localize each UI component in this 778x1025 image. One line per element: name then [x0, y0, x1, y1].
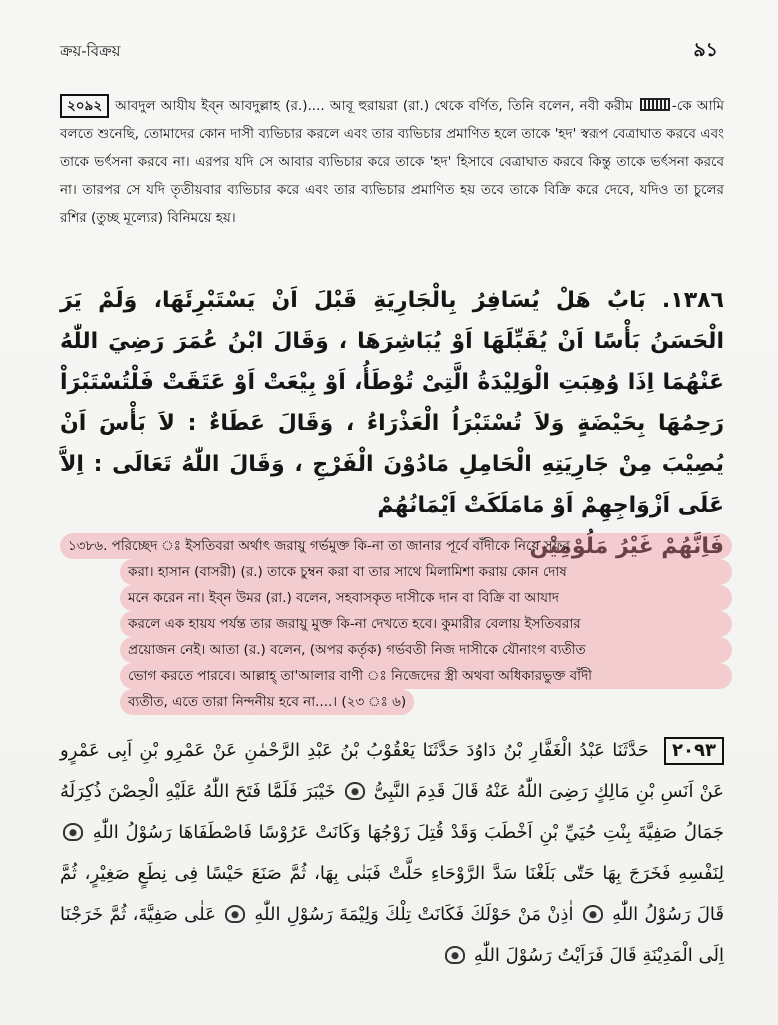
hadith-2093 — [60, 730, 724, 976]
hadith-text-part: خَيْبَرَ فَلَمَّا فَتَحَ اللّٰهُ عَلَيْهِ الْحِصْنَ ذُكِرَلَهُ جَمَالُ صَفِيَّةَ بِنْتِ حُيَيِّ بْنِ اَخْطَبَ وَقَدْ قُتِلَ زَوْجُهَا وَكَانَتْ عَرُوْسًا فَاصْطَفَاهَا رَسُوْلُ اللّٰهِ — [60, 781, 724, 843]
bab-arabic-text — [60, 280, 724, 567]
translation-line: ভোগ করতে পারবে। আল্লাহ্ তা'আলার বাণী ঃ নিজেদের স্ত্রী অথবা অধিকারভুক্ত বাঁদী — [120, 663, 732, 689]
bab-arabic-body: بَابٌ هَلْ يُسَافِرُ بِالْجَارِيَةِ قَبْلَ اَنْ يَسْتَبْرِئَهَا، وَلَمْ يَرَ الْحَسَنُ بَأْسًا اَنْ يُقَبِّلَهَا اَوْ يُبَاشِرَهَا ، وَقَالَ ابْنُ عُمَرَ رَضِيَ اللّٰهُ عَنْهُمَا اِذَا وُهِبَتِ الْوَلِيْدَةُ الَّتِىْ تُوْطَأُ، اَوْ بِيْعَتْ اَوْ عَتَقَتْ فَلْتُسْتَبْرَاْ رَحِمُهَا بِحَيْضَةٍ وَلاَ تُسْتَبْرَاُ الْعَذْرَاءُ ، وَقَالَ عَطَاءٌ : لاَ بَأْسَ اَنْ يُصِيْبَ مِنْ جَارِيَتِهِ الْحَامِلِ مَادُوْنَ الْفَرْجِ ، وَقَالَ اللّٰهُ تَعَالَى : اِلاَّ عَلَى اَزْوَاجِهِمْ اَوْ مَامَلَكَتْ اَيْمَانُهُمْ — [60, 288, 724, 518]
hadith-text-part: لِنَفْسِهِ فَخَرَجَ بِهَا حَتّٰى بَلَغْنَا سَدَّ الرَّوْحَاءِ حَلَّتْ فَبَنٰى بِهَا، ثُمَّ صَنَعَ حَيْسًا فِى نِطَعٍ صَغِيْرٍ، ثُمَّ قَالَ رَسُوْلُ اللّٰهِ — [60, 863, 724, 925]
chapter-title: ক্রয়-বিক্রয় — [60, 41, 121, 60]
bab-number: ١٣٨٦. — [661, 288, 724, 313]
salawat-icon — [583, 905, 603, 923]
hadith-text-part: عَلٰى صَفِيَّةَ، ثُمَّ خَرَجْنَا اِلَى الْمَدِيْنَةِ قَالَ فَرَاَيْتُ رَسُوْلَ اللّٰهِ — [60, 904, 724, 966]
translation-line: করলে এক হায়য পর্যন্ত তার জরায়ু মুক্ত কি-না দেখতে হবে। কুমারীর বেলায় ইসতিবরার — [120, 611, 732, 637]
hadith-number: ২০৯২ — [60, 94, 109, 118]
bab-arabic-last-line: فَاِنَّهُمْ غَيْرُ مَلُوْمِيْنَ — [529, 534, 724, 559]
bab-bangla-translation — [60, 533, 732, 715]
translation-line: করা। হাসান (বাসরী) (র.) তাকে চুম্বন করা বা তার সাথে মিলামিশা করায় কোন দোষ — [120, 559, 732, 585]
salawat-icon — [63, 823, 83, 841]
salawat-icon — [345, 782, 365, 800]
hadith-text-part: আবদুল আযীয ইব্‌ন আবদুল্লাহ (র.).... আবূ হুরায়রা (রা.) থেকে বর্ণিত, তিনি বলেন, নবী করীম — [115, 98, 633, 114]
salawat-icon — [640, 98, 670, 111]
hadith-text-part: اٰذِنْ مَنْ حَوْلَكَ فَكَانَتْ تِلْكَ وَلِيْمَةَ رَسُوْلِ اللّٰهِ — [254, 904, 574, 925]
hadith-text-part: حَدَّثَنَا عَبْدُ الْغَفَّارِ بْنُ دَاوُدَ حَدَّثَنَا يَعْقُوْبُ بْنُ عَبْدِ الرَّحْمٰنِ عَنْ عَمْرِو بْنِ اَبِى عَمْرٍو عَنْ اَنَسِ بْنِ مَالِكٍ رَضِىَ اللّٰهُ عَنْهُ قَالَ قَدِمَ النَّبِىُّ — [60, 740, 724, 802]
translation-line: মনে করেন না। ইব্‌ন উমর (রা.) বলেন, সহবাসকৃত দাসীকে দান বা বিক্রি বা আযাদ — [120, 585, 732, 611]
page-number: ৯১ — [693, 39, 718, 61]
page-header — [60, 36, 718, 68]
hadith-number: ٢٠٩٣ — [664, 737, 724, 765]
translation-line: ১৩৮৬. পরিচ্ছেদ ঃ ইসতিবরা অর্থাৎ জরায়ু গর্ভমুক্ত কি-না তা জানার পূর্বে বাঁদীকে নিয়ে সফর — [60, 533, 732, 559]
salawat-icon — [445, 946, 465, 964]
translation-line: ব্যতীত, এতে তারা নিন্দনীয় হবে না....। (২৩ ঃ ৬) — [120, 689, 414, 715]
translation-line: প্রয়োজন নেই। আতা (র.) বলেন, (অপর কর্তৃক) গর্ভবতী নিজ দাসীকে যৌনাংগ ব্যতীত — [120, 637, 732, 663]
hadith-2092 — [60, 92, 724, 232]
salawat-icon — [225, 905, 245, 923]
hadith-text-part: -কে আমি বলতে শুনেছি, তোমাদের কোন দাসী ব্যভিচার করলে এবং তার ব্যভিচার প্রমাণিত হলে তাকে 'হদ' স্বরূপ বেত্রাঘাত করবে এবং তাকে ভর্ৎসনা করবে না। এরপর যদি সে আবার ব্যভিচার করে তাকে 'হদ' হিসাবে বেত্রাঘাত করবে কিন্তু তাকে ভর্ৎসনা করবে না। তারপর সে যদি তৃতীয়বার ব্যভিচার করে এবং তার ব্যভিচার প্রমাণিত হয় তবে তাকে বিক্রি করে দেবে, যদিও তা চুলের রশির (তুচ্ছ মূল্যের) বিনিময়ে হয়। — [60, 98, 724, 226]
